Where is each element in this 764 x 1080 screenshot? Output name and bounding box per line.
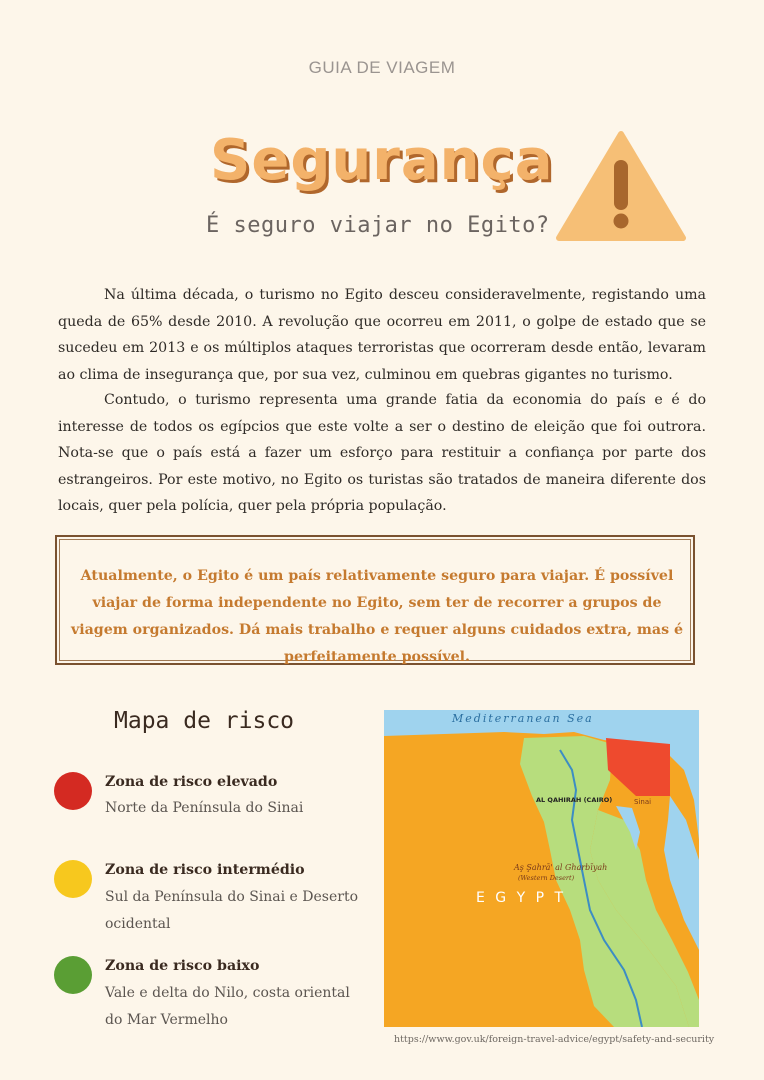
map-credit[interactable]: https://www.gov.uk/foreign-travel-advice/egypt/safety-and-security <box>394 1034 715 1045</box>
page-subtitle: É seguro viajar no Egito? <box>206 213 550 238</box>
warning-triangle-icon <box>553 128 689 248</box>
egypt-risk-map <box>384 710 699 1027</box>
map-sinai-label: Sinai <box>634 798 652 806</box>
zone-low-title: Zona de risco baixo <box>105 958 260 974</box>
map-desert-en-label: (Western Desert) <box>518 874 575 882</box>
map-cairo-label: AL QAHIRAH (CAIRO) <box>536 796 613 804</box>
zone-medium-title: Zona de risco intermédio <box>105 862 305 878</box>
zone-medium-description: Sul da Península do Sinai e Deserto ocidental <box>105 889 359 932</box>
zone-high-title: Zona de risco elevado <box>105 774 278 790</box>
callout-text: Atualmente, o Egito é um país relativamente seguro para viajar. É possível viajar de forma independente no Egito, sem ter de recorrer a grupos de viagem organizados. Dá mais trabalho e requer alguns cuidados extra, mas é perfeitamente possível. <box>70 568 684 665</box>
body-paragraph-1: Na última década, o turismo no Egito desceu consideravelmente, registando uma queda de 65% desde 2010. A revolução que ocorreu em 2011, o golpe de estado que se sucedeu em 2013 e os múltiplos ataques terroristas que ocorreram desde então, levaram ao clima de insegurança que, por sua vez, culminou em quebras gigantes no turismo. <box>58 287 706 383</box>
zone-low-description: Vale e delta do Nilo, costa oriental do Mar Vermelho <box>105 985 350 1028</box>
guide-label: GUIA DE VIAGEM <box>308 58 456 77</box>
map-desert-label: Aş Şahrā' al Gharbīyah <box>514 863 608 872</box>
risk-map-title: Mapa de risco <box>114 708 295 734</box>
map-country-label: E G Y P T <box>476 890 567 906</box>
body-paragraph-2: Contudo, o turismo representa uma grande fatia da economia do país e é do interesse de todos os egípcios que este volte a ser o destino de eleição que foi outrora. Nota-se que o país está a fazer um esforço para restituir a confiança por parte dos estrangeiros. Por este motivo, no Egito os turistas são tratados de maneira diferente dos locais, quer pela polícia, quer pela própria população. <box>58 392 706 514</box>
zone-high-description: Norte da Península do Sinai <box>105 800 304 816</box>
map-sea-label: Mediterranean Sea <box>452 712 594 725</box>
page-title: Segurança <box>210 128 554 193</box>
high-risk-dot <box>54 772 92 810</box>
low-risk-dot <box>54 956 92 994</box>
medium-risk-dot <box>54 860 92 898</box>
